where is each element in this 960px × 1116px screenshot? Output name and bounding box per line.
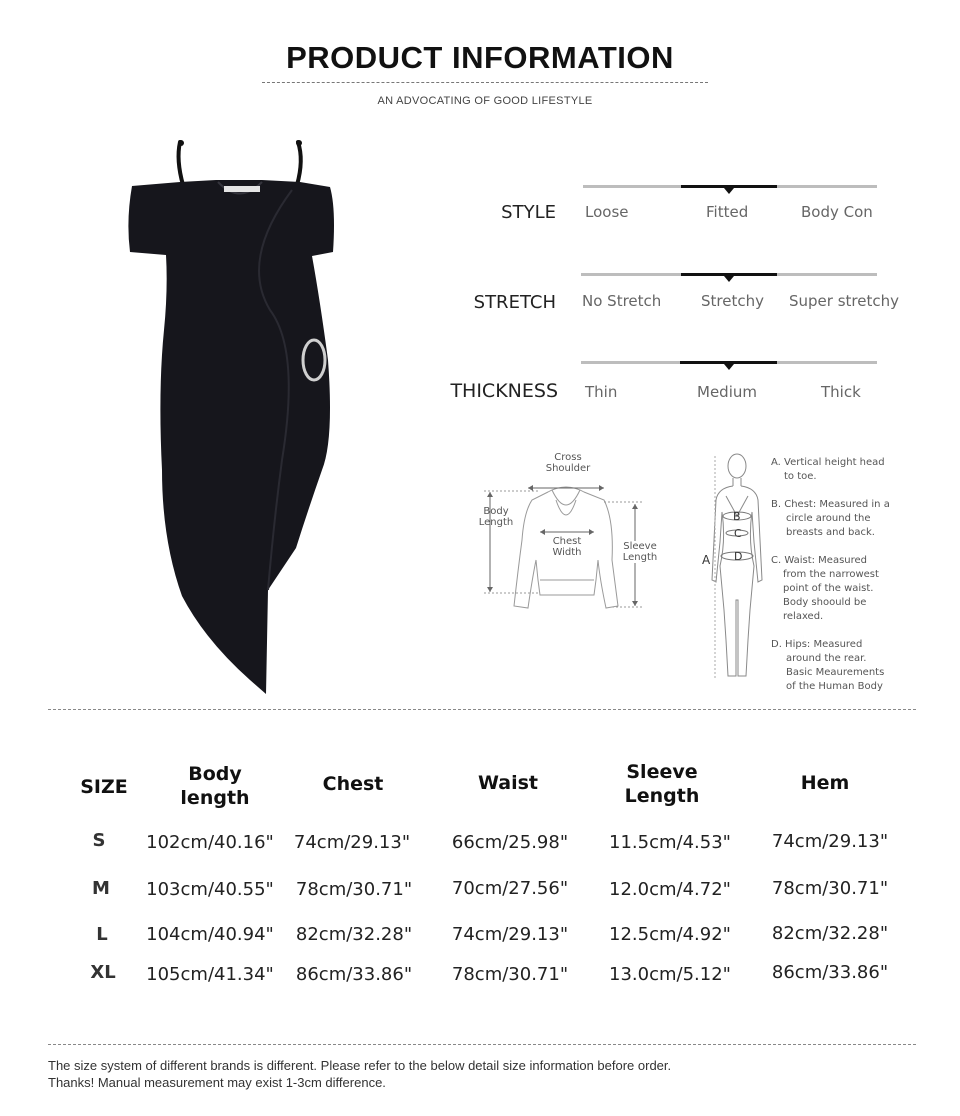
table-cell: 86cm/33.86"	[295, 964, 413, 985]
table-cell: 12.5cm/4.92"	[609, 924, 731, 945]
body-length-label: Body Length	[478, 506, 514, 528]
hem-col-header: Hem	[800, 772, 850, 794]
table-cell: 102cm/40.16"	[146, 832, 274, 853]
style-option-fitted: Fitted	[706, 203, 749, 221]
thickness-pointer-icon	[724, 364, 734, 370]
thickness-option-thick: Thick	[821, 383, 861, 401]
table-row-size: L	[96, 924, 108, 945]
title-divider	[262, 82, 708, 83]
cross-shoulder-label: Cross Shoulder	[545, 452, 591, 474]
size-col-header: SIZE	[80, 776, 128, 798]
stretch-option-super-stretchy: Super stretchy	[789, 292, 899, 310]
footer-note-1: The size system of different brands is different. Please refer to the below detail size information before order.	[48, 1058, 672, 1073]
chest-width-label: Chest Width	[544, 536, 590, 558]
marker-d: D	[734, 550, 743, 563]
table-cell: 104cm/40.94"	[146, 924, 274, 945]
table-row-size: S	[92, 830, 106, 851]
table-cell: 12.0cm/4.72"	[609, 879, 731, 900]
stretch-pointer-icon	[724, 276, 734, 282]
stretch-label: STRETCH	[473, 292, 556, 313]
table-row-size: M	[92, 878, 110, 899]
thickness-option-medium: Medium	[697, 383, 757, 401]
dress-image	[120, 130, 350, 700]
note-d: D. Hips: Measured around the rear. Basic Meaurements of the Human Body	[771, 639, 885, 692]
page-subtitle: AN ADVOCATING OF GOOD LIFESTYLE	[377, 95, 593, 107]
thickness-option-thin: Thin	[585, 383, 618, 401]
chest-col-header: Chest	[322, 773, 384, 795]
table-cell: 74cm/29.13"	[451, 924, 569, 945]
table-cell: 78cm/30.71"	[451, 964, 569, 985]
table-cell: 66cm/25.98"	[451, 832, 569, 853]
table-cell: 74cm/29.13"	[293, 832, 411, 853]
footer-note-2: Thanks! Manual measurement may exist 1-3cm difference.	[48, 1075, 386, 1090]
waist-col-header: Waist	[477, 772, 538, 794]
table-cell: 105cm/41.34"	[146, 964, 274, 985]
note-a: A. Vertical height head to toe.	[771, 457, 885, 482]
table-cell: 70cm/27.56"	[451, 878, 569, 899]
table-cell: 82cm/32.28"	[295, 924, 413, 945]
section-divider	[48, 709, 916, 710]
style-label: STYLE	[501, 202, 556, 223]
table-cell: 13.0cm/5.12"	[609, 964, 731, 985]
stretch-option-stretchy: Stretchy	[701, 292, 764, 310]
table-cell: 82cm/32.28"	[771, 923, 889, 944]
style-option-bodycon: Body Con	[801, 203, 873, 221]
sleeve-length-label: Sleeve Length	[618, 541, 662, 563]
note-c: C. Waist: Measured from the narrowest point of the waist. Body shoould be relaxed.	[771, 555, 879, 622]
table-cell: 78cm/30.71"	[295, 879, 413, 900]
body-length-col-header: Body length	[180, 763, 250, 809]
marker-b: B	[733, 510, 741, 523]
style-option-loose: Loose	[585, 203, 629, 221]
footer-divider	[48, 1044, 916, 1045]
stretch-option-no-stretch: No Stretch	[582, 292, 662, 310]
note-b: B. Chest: Measured in a circle around the breasts and back.	[771, 499, 890, 538]
marker-a: A	[702, 553, 711, 567]
marker-c: C	[734, 527, 742, 540]
page-title: PRODUCT INFORMATION	[286, 40, 674, 75]
table-cell: 78cm/30.71"	[771, 878, 889, 899]
body-measure-figure	[700, 450, 770, 686]
table-cell: 103cm/40.55"	[146, 879, 274, 900]
style-pointer-icon	[724, 188, 734, 194]
thickness-label: THICKNESS	[450, 380, 558, 402]
table-cell: 11.5cm/4.53"	[609, 832, 731, 853]
sleeve-length-col-header: Sleeve Length	[624, 761, 700, 807]
table-row-size: XL	[90, 962, 116, 983]
table-cell: 74cm/29.13"	[771, 831, 889, 852]
table-cell: 86cm/33.86"	[771, 962, 889, 983]
